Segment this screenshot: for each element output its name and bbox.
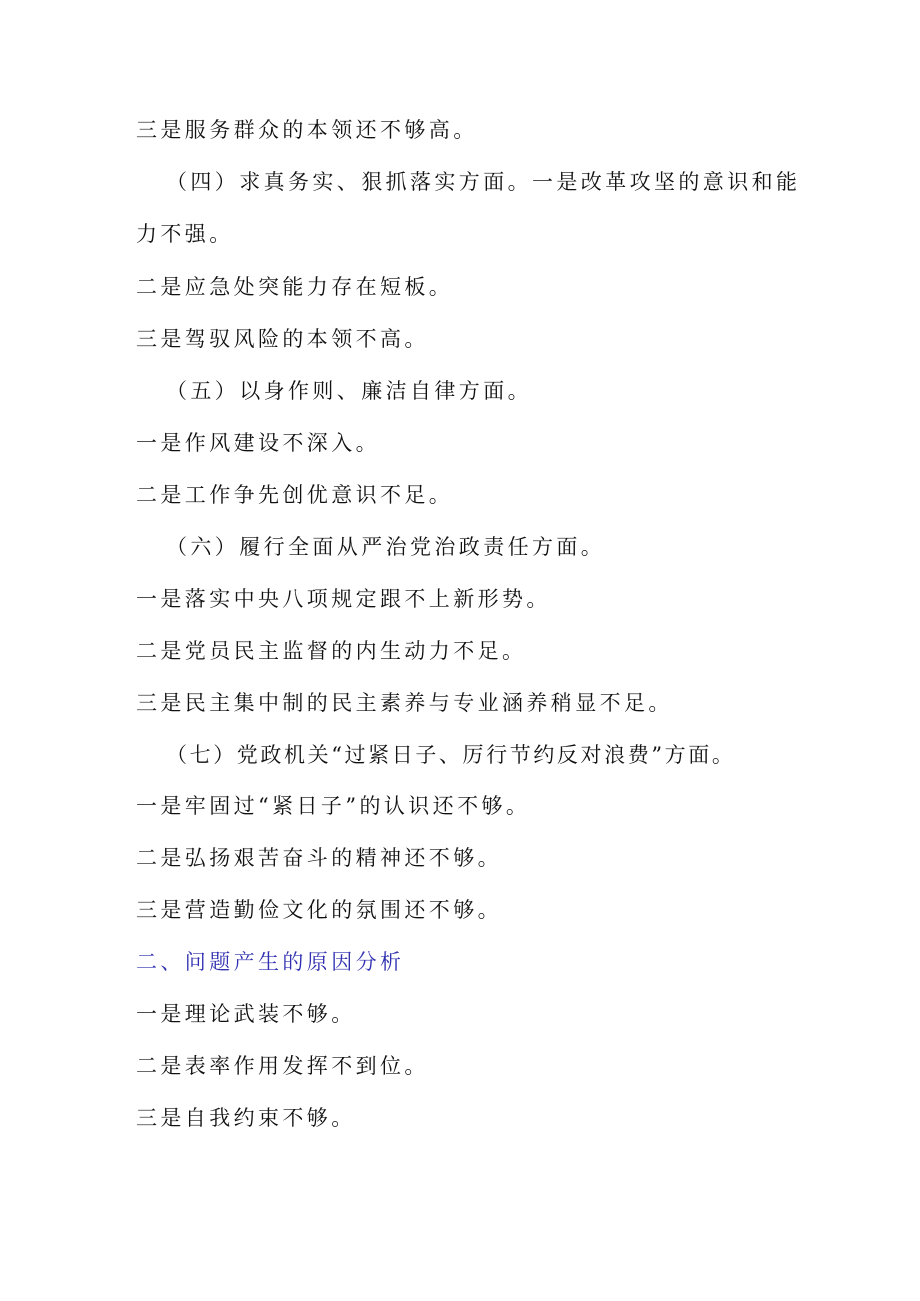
text-line: 三是营造勤俭文化的氛围还不够。 <box>136 898 502 922</box>
text-line: 三是民主集中制的民主素养与专业涵养稍显不足。 <box>136 691 673 715</box>
text-line: 一是牢固过“紧日子”的认识还不够。 <box>136 794 531 818</box>
section-heading-7: （七）党政机关“过紧日子、厉行节约反对浪费”方面。 <box>166 743 736 767</box>
text-line: 二是工作争先创优意识不足。 <box>136 483 454 507</box>
text-line: 二是党员民主监督的内生动力不足。 <box>136 639 527 663</box>
text-line: 二是表率作用发挥不到位。 <box>136 1054 429 1078</box>
text-line: 一是理论武装不够。 <box>136 1002 356 1026</box>
section-heading-6: （六）履行全面从严治党治政责任方面。 <box>166 535 606 559</box>
text-line: 一是落实中央八项规定跟不上新形势。 <box>136 587 551 611</box>
text-line: 力不强。 <box>136 222 234 246</box>
text-line: 三是自我约束不够。 <box>136 1106 356 1130</box>
text-line: 二是弘扬艰苦奋斗的精神还不够。 <box>136 846 502 870</box>
text-line: 三是驾驭风险的本领不高。 <box>136 327 429 351</box>
chapter-heading: 二、问题产生的原因分析 <box>136 950 405 974</box>
text-line: 一是作风建设不深入。 <box>136 431 380 455</box>
text-line: 三是服务群众的本领还不够高。 <box>136 118 478 142</box>
section-heading-4: （四）求真务实、狠抓落实方面。一是改革攻坚的意识和能 <box>166 170 801 194</box>
text-line: 二是应急处突能力存在短板。 <box>136 275 454 299</box>
section-heading-5: （五）以身作则、廉洁自律方面。 <box>166 379 532 403</box>
